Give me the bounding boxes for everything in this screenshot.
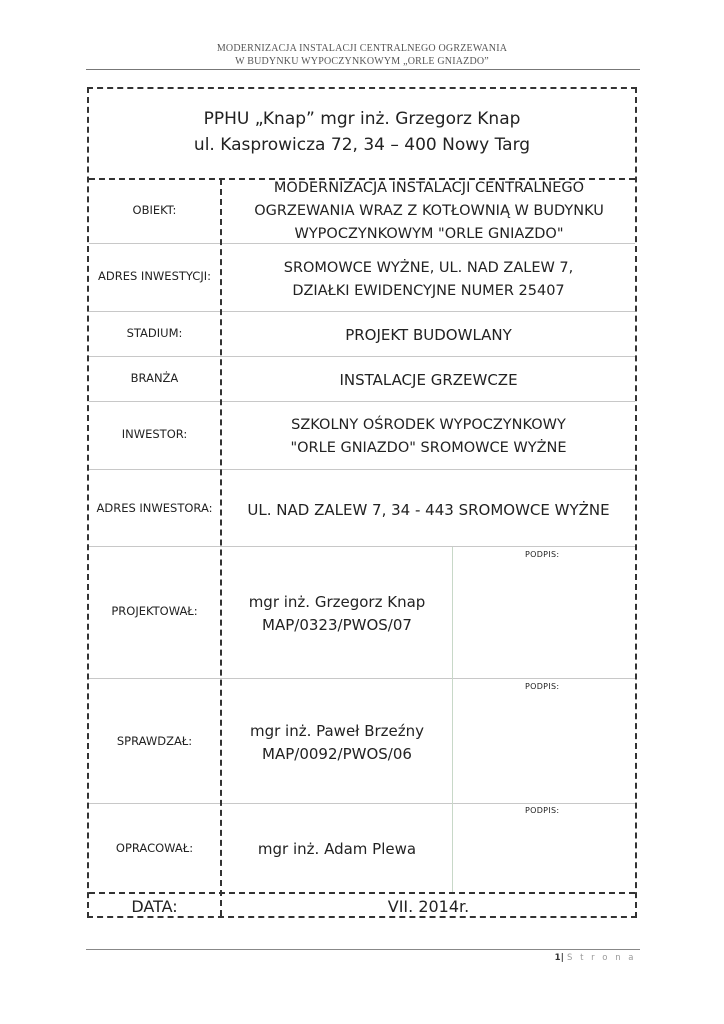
- row-separator: [89, 803, 635, 804]
- page-separator: |: [560, 953, 565, 963]
- document-header: [0, 42, 724, 68]
- branza-value: INSTALACJE GRZEWCZE: [339, 371, 518, 389]
- footer-rule: [86, 949, 640, 950]
- branza-label: BRANŻA: [130, 371, 179, 385]
- projektowal-label: PROJEKTOWAŁ:: [111, 604, 198, 618]
- header-line-2: W BUDYNKU WYPOCZYNKOWYM „ORLE GNIAZDO”: [235, 56, 489, 67]
- header-line-1: MODERNIZACJA INSTALACJI CENTRALNEGO OGRZEWANIA: [216, 43, 508, 54]
- company-address: ul. Kasprowicza 72, 34 – 400 Nowy Targ: [193, 135, 531, 155]
- sprawdzal-label: SPRAWDZAŁ:: [116, 734, 193, 748]
- page-footer: [555, 953, 636, 963]
- data-value: VII. 2014r.: [387, 897, 470, 916]
- row-separator: [89, 546, 635, 547]
- projektowal-podpis-label: PODPIS:: [525, 550, 560, 559]
- row-separator: [89, 311, 635, 312]
- obiekt-label: OBIEKT:: [132, 203, 177, 217]
- data-label: DATA:: [131, 897, 178, 916]
- adres-inwestycji-label: ADRES INWESTYCJI:: [98, 269, 211, 283]
- page-number: 1: [554, 953, 561, 963]
- company-name: PPHU „Knap” mgr inż. Grzegorz Knap: [203, 109, 521, 129]
- company-block: [89, 89, 635, 178]
- inwestor-label: INWESTOR:: [121, 427, 188, 441]
- sprawdzal-license: MAP/0092/PWOS/06: [262, 745, 412, 763]
- row-separator: [89, 678, 635, 679]
- adres-inwestycji-line2: DZIAŁKI EWIDENCYJNE NUMER 25407: [292, 283, 565, 299]
- opracowal-name: mgr inż. Adam Plewa: [257, 840, 417, 858]
- header-rule: [86, 69, 640, 70]
- projektowal-name: mgr inż. Grzegorz Knap: [248, 593, 426, 611]
- inwestor-line2: "ORLE GNIAZDO" SROMOWCE WYŻNE: [290, 440, 567, 456]
- stadium-label: STADIUM:: [126, 326, 183, 340]
- row-separator: [89, 356, 635, 357]
- adres-inwestora-label: ADRES INWESTORA:: [96, 501, 213, 515]
- sprawdzal-name: mgr inż. Paweł Brzeźny: [249, 722, 425, 740]
- projektowal-license: MAP/0323/PWOS/07: [262, 616, 412, 634]
- opracowal-podpis-label: PODPIS:: [525, 806, 560, 815]
- sprawdzal-podpis-label: PODPIS:: [525, 682, 560, 691]
- stadium-value: PROJEKT BUDOWLANY: [345, 326, 512, 344]
- data-separator: [89, 892, 635, 894]
- adres-inwestycji-line1: SROMOWCE WYŻNE, UL. NAD ZALEW 7,: [283, 260, 574, 276]
- inwestor-line1: SZKOLNY OŚRODEK WYPOCZYNKOWY: [291, 417, 566, 433]
- page-label: S t r o n a: [566, 953, 636, 963]
- adres-inwestora-value: UL. NAD ZALEW 7, 34 - 443 SROMOWCE WYŻNE: [247, 501, 610, 519]
- row-separator: [89, 469, 635, 470]
- signature-column-divider: [452, 547, 453, 892]
- obiekt-value: MODERNIZACJA INSTALACJI CENTRALNEGO OGRZEWANIA WRAZ Z KOTŁOWNIĄ W BUDYNKU WYPOCZYNKOWYM "ORLE GNIAZDO": [254, 180, 604, 242]
- title-page-frame: [87, 87, 637, 918]
- row-separator: [89, 401, 635, 402]
- opracowal-label: OPRACOWAŁ:: [115, 841, 194, 855]
